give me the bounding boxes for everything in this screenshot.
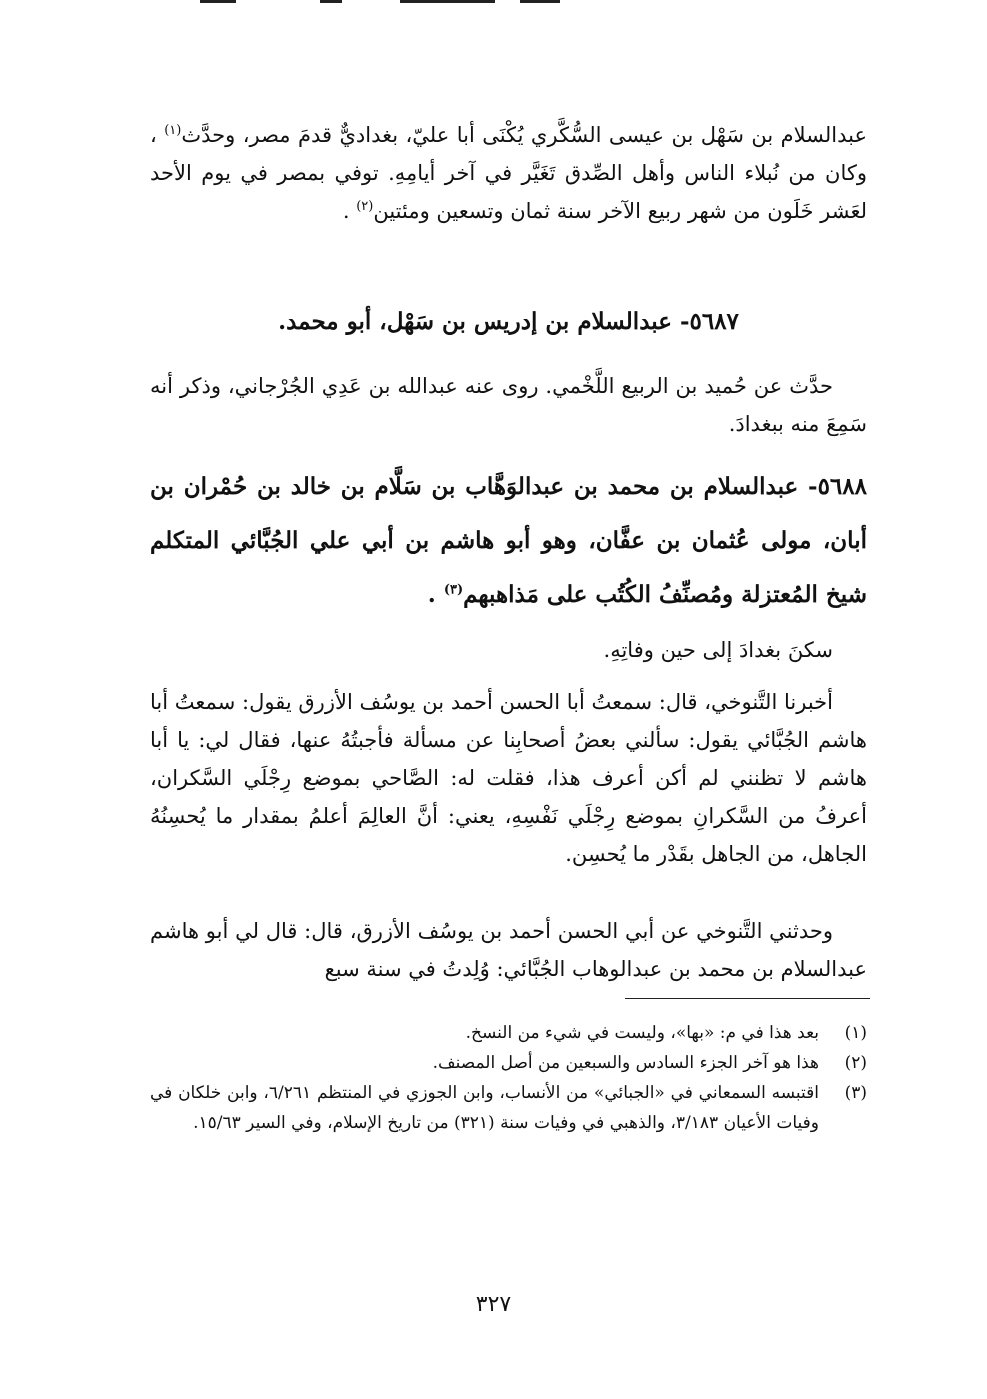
footnote-3-text: اقتبسه السمعاني في «الجبائي» من الأنساب، وابن الجوزي في المنتظم ٦/٢٦١، وابن خلكان في وفيات الأعيان ٣/١٨٣، والذهبي في وفيات سنة (٣٢١) من تاريخ الإسلام، وفي السير ١٥/٦٣. bbox=[150, 1083, 819, 1133]
entry-5688-heading bbox=[150, 460, 867, 622]
footnote-ref-3[interactable]: (٣) bbox=[443, 582, 464, 598]
footnote-1-number: (١) bbox=[844, 1023, 867, 1043]
footnote-ref-1[interactable]: (١) bbox=[164, 123, 182, 138]
footnote-2 bbox=[150, 1048, 867, 1078]
footnote-3 bbox=[150, 1078, 867, 1138]
entry-5688-heading-text: ٥٦٨٨- عبدالسلام بن محمد بن عبدالوَهَّاب بن سَلَّام بن خالد بن حُمْران بن أبان، مولى عُثمان بن عفَّان، وهو أبو هاشم بن أبي علي الجُبَّائي المتكلم شيخ المُعتزلة ومُصنِّفُ الكُتُب على مَذاهبهم bbox=[150, 473, 867, 608]
entry-5688-para2: أخبرنا التَّنوخي، قال: سمعتُ أبا الحسن أحمد بن يوسُف الأزرق يقول: سمعتُ أبا هاشم الجُبَّائي يقول: سألني بعضُ أصحابِنا عن مسألة فأجبتُهُ عنها، فقال لي: يا أبا هاشم لا تظنني لم أكن أعرف هذا، فقلت له: الصَّاحي بموضع رِجْلَي السَّكران، أعرفُ من السَّكرانِ بموضع رِجْلَي نَفْسِهِ، يعني: أنَّ العالِمَ أعلمُ بمقدار ما يُحسِنُهُ الجاهل، من الجاهل بقَدْر ما يُحسِن. bbox=[150, 690, 867, 866]
entry-5688-para1: سكنَ بغدادَ إلى حين وفاتِهِ. bbox=[603, 638, 833, 662]
page-number: ٣٢٧ bbox=[475, 1292, 512, 1317]
footnote-divider bbox=[625, 998, 870, 999]
entry-5688-para3: وحدثني التَّنوخي عن أبي الحسن أحمد بن يوسُف الأزرق، قال: قال لي أبو هاشم عبدالسلام بن محمد بن عبدالوهاب الجُبَّائي: وُلِدتُ في سنة سبع bbox=[150, 919, 867, 981]
entry-5686-text2: ، وكان من نُبلاء الناس وأهل الصِّدق تَغَيَّر في آخر أيامِهِ. توفي بمصر في يوم الأحد لعَشر خَلَون من شهر ربيع الآخر سنة ثمان وتسعين ومئتين bbox=[150, 123, 867, 223]
entry-5687-heading: ٥٦٨٧- عبدالسلام بن إدريس بن سَهْل، أبو محمد. bbox=[278, 308, 739, 335]
entry-5687-body: حدَّث عن حُميد بن الربيع اللَّخْمي. روى عنه عبدالله بن عَدِي الجُرْجاني، وذكر أنه سَمِعَ منه ببغدادَ. bbox=[150, 374, 867, 436]
footnotes bbox=[150, 1018, 867, 1138]
footnote-1 bbox=[150, 1018, 867, 1048]
footnote-2-number: (٢) bbox=[844, 1053, 867, 1073]
entry-5686-end: . bbox=[342, 199, 350, 223]
entry-5686-continuation bbox=[150, 116, 867, 230]
entry-5686-text: عبدالسلام بن سَهْل بن عيسى السُّكَّري يُكْنَى أبا عليّ، بغداديٌّ قدمَ مصر، وحدَّث bbox=[181, 123, 867, 147]
footnote-1-text: بعد هذا في م: «بها»، وليست في شيء من النسخ. bbox=[465, 1023, 819, 1043]
footnote-2-text: هذا هو آخر الجزء السادس والسبعين من أصل المصنف. bbox=[432, 1053, 819, 1073]
footnote-3-number: (٣) bbox=[844, 1083, 867, 1103]
entry-5688-heading-end: . bbox=[427, 581, 436, 608]
top-edge-marks bbox=[200, 0, 580, 6]
footnote-ref-2[interactable]: (٢) bbox=[356, 199, 374, 214]
